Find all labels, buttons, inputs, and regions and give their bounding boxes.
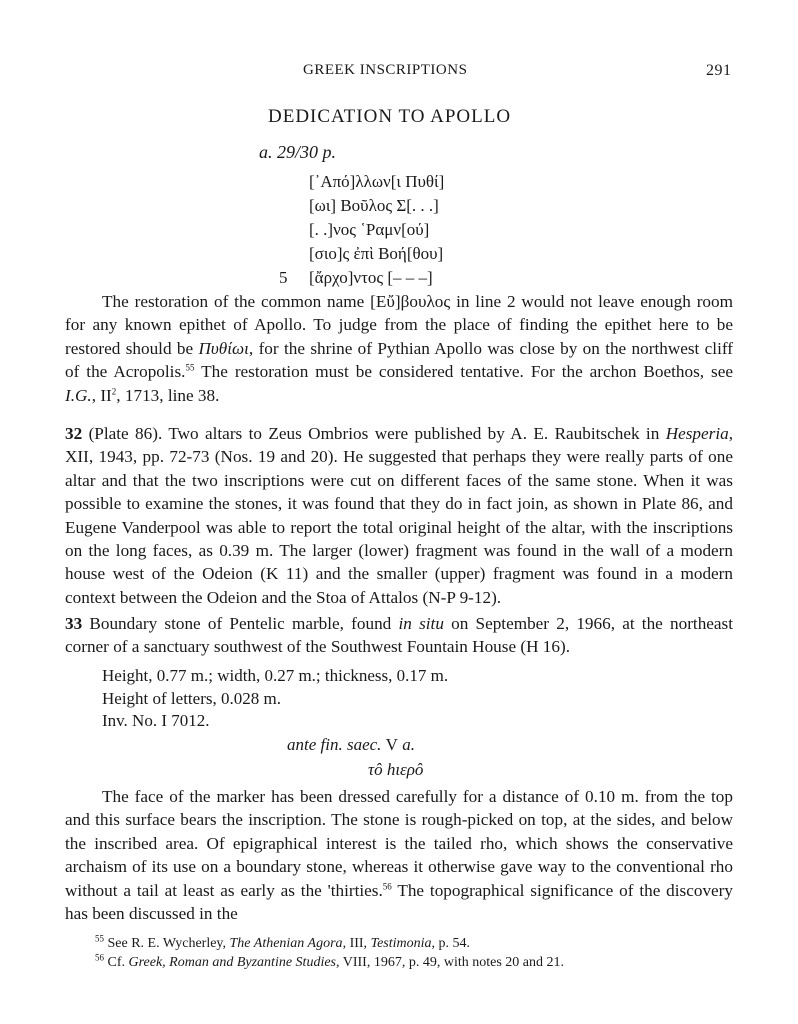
inscription-date-2: ante fin. saec. V a. bbox=[287, 735, 415, 754]
line-number: 5 bbox=[279, 268, 288, 287]
running-title: GREEK INSCRIPTIONS bbox=[303, 62, 468, 78]
line-text: [. .]νος ῾Ραμν[ού] bbox=[309, 220, 430, 239]
commentary-paragraph: The restoration of the common name [Εὔ]βουλος in line 2 would not leave enough room for any known epithet of Apollo. To judge from the place of finding the epithet here to be restored should be Πυθίωι, for the shrine of Pythian Apollo was close by on the northwest cliff of the Acropolis.$^{55}$ The restoration must be considered tentative. For the archon Boethos, see I.G., $II^2$, 1713, line 38. bbox=[65, 292, 734, 405]
footnote-56: $^{56}$ Cf. Greek, Roman and Byzantine Studies, VIII, 1967, p. 49, with notes 20 and 21. bbox=[95, 952, 564, 970]
line-text: [᾿Από]λλων[ι Πυθί] bbox=[309, 172, 445, 191]
page-number: 291 bbox=[706, 62, 732, 79]
entry-33-paragraph: 33 Boundary stone of Pentelic marble, found in situ on September 2, 1966, at the northeast corner of a sanctuary southwest of the Southwest Fountain House (H 16). bbox=[65, 614, 734, 657]
discussion-paragraph: The face of the marker has been dressed carefully for a distance of 0.10 m. from the top and this surface bears the inscription. The stone is rough-picked on top, at the sides, and below the inscribed area. Of epigraphical interest is the tailed rho, which shows the conservative archaism of its use on a boundary stone, whereas it otherwise gave way to the conventional rho without a tail at least as early as the 'thirties.$^{56}$ The topographical significance of the discovery has been discussed in the bbox=[65, 787, 733, 924]
inventory-number: Inv. No. I 7012. bbox=[102, 711, 210, 730]
line-text: [σιο]ς ἐπὶ Βοή[θου] bbox=[309, 244, 444, 263]
letter-height-line: Height of letters, 0.028 m. bbox=[102, 688, 281, 708]
inscription-date: a. 29/30 p. bbox=[259, 142, 337, 162]
line-text: [ωι] Βοῦλος Σ[. . .] bbox=[309, 196, 439, 215]
footnotes bbox=[95, 934, 564, 972]
section-title: DEDICATION TO APOLLO bbox=[268, 106, 512, 127]
greek-epithet: Πυθίωι bbox=[198, 338, 249, 358]
entry-number: 32 bbox=[65, 424, 83, 443]
entry-32-paragraph: 32 (Plate 86). Two altars to Zeus Ombrios were published by A. E. Raubitschek in Hesperia, XII, 1943, pp. 72-73 (Nos. 19 and 20). He suggested that perhaps they were really parts of one altar and that the two inscriptions were cut on different faces of the same stone. When it was possible to examine the stones, it was found that they do in fact join, as shown in Plate 86, and Eugene Vanderpool was able to report the total original height of the altar, with the inscriptions on the long faces, as 0.39 m. The larger (lower) fragment was found in the wall of a modern house west of the Odeion (K 11) and the smaller (upper) fragment was found in a modern context between the Odeion and the Stoa of Attalos (N-P 9-12). bbox=[65, 424, 733, 607]
footnote-ref: 55 bbox=[185, 362, 195, 373]
inscription-text-2: τô hιερô bbox=[368, 760, 424, 779]
dimensions bbox=[102, 665, 448, 733]
line-text: [ἄρχο]ντος [– – –] bbox=[309, 268, 433, 287]
entry-number: 33 bbox=[65, 614, 83, 633]
footnote-55: $^{55}$ See R. E. Wycherley, The Athenian Agora, III, Testimonia, p. 54. bbox=[95, 933, 471, 951]
dimensions-line: Height, 0.77 m.; width, 0.27 m.; thickness, 0.17 m. bbox=[102, 666, 449, 685]
footnote-ref: 56 bbox=[382, 880, 392, 891]
